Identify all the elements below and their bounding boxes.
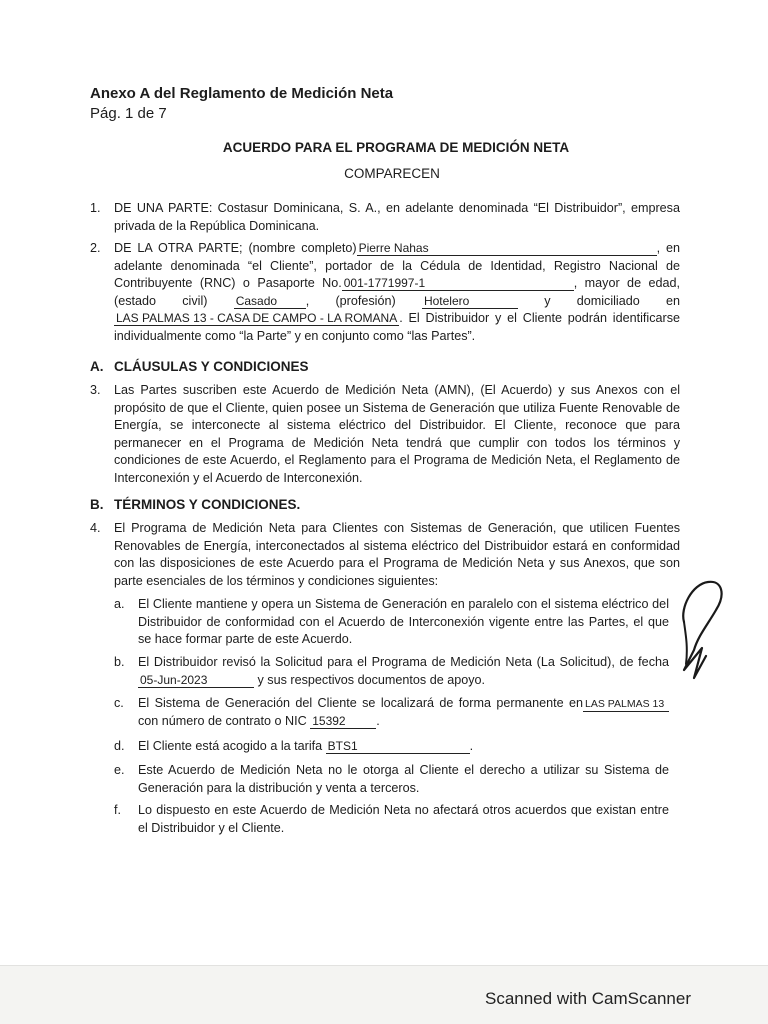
- clause-1: [90, 200, 680, 235]
- agreement-title: ACUERDO PARA EL PROGRAMA DE MEDICIÓN NETA: [222, 140, 570, 155]
- clause-text: DE UNA PARTE: Costasur Dominicana, S. A., en adelante denominada “El Distribuidor”, empresa privada de la República Dominicana.: [114, 201, 680, 233]
- subclause-text-part: El Sistema de Generación del Cliente se localizará de forma permanente en: [138, 696, 583, 710]
- section-b-heading: [90, 496, 300, 514]
- subclause-text: [138, 654, 669, 689]
- section-letter: B.: [90, 497, 104, 512]
- subclause-letter: e.: [114, 763, 125, 777]
- section-title: CLÁUSULAS Y CONDICIONES: [114, 359, 309, 374]
- clause-number: 4.: [90, 521, 101, 535]
- id-number-field: 001-1771997-1: [342, 277, 574, 291]
- handwritten-signature: [672, 578, 742, 688]
- clause-4: [90, 520, 680, 590]
- clause-text: [114, 240, 680, 346]
- subclause-letter: d.: [114, 739, 125, 753]
- clause-text-part: y domiciliado en: [517, 293, 681, 308]
- request-date-field: 05-Jun-2023: [138, 674, 254, 688]
- subclause-d: [114, 738, 669, 756]
- subclause-text: Lo dispuesto en este Acuerdo de Medición Neta no afectará otros acuerdos que existan entre el Distribuidor y el Cliente.: [138, 803, 669, 835]
- tariff-field: BTS1: [326, 740, 470, 754]
- section-a-heading: [90, 358, 309, 376]
- subclause-text-part: El Cliente está acogido a la tarifa: [138, 739, 323, 753]
- subclause-text: Este Acuerdo de Medición Neta no le otorga al Cliente el derecho a utilizar su Sistema de Generación para la distribución y venta a terceros.: [138, 763, 669, 795]
- document-header: [90, 84, 393, 124]
- clause-text: Las Partes suscriben este Acuerdo de Medición Neta (AMN), (El Acuerdo) y sus Anexos con el propósito de que el Cliente, quien posee un Sistema de Generación que utiliza Fuente Renovable de Energía, se interconecte al sistema eléctrico del Distribuidor. El Cliente, reconoce que para permanecer en el Programa de Medición Neta tendrá que cumplir con todos los términos y condiciones de este Acuerdo, el Reglamento para el Programa de Medición Neta, el Reglamento de Interconexión y el Acuerdo de Interconexión.: [114, 383, 680, 485]
- subclause-text-part: .: [469, 739, 474, 753]
- document-title: Anexo A del Reglamento de Medición Neta: [90, 85, 394, 102]
- clause-text-part: . El Distribuidor y el Cliente podrán identificarse individualmente como “la Parte” y en conjunto como “las Partes”.: [114, 311, 680, 343]
- profession-field: Hotelero: [422, 295, 518, 309]
- location-field: LAS PALMAS 13: [583, 698, 669, 712]
- subclause-letter: a.: [114, 597, 125, 611]
- full-name-field: Pierre Nahas: [357, 242, 657, 256]
- camscanner-watermark: Scanned with CamScanner: [484, 989, 691, 1008]
- clause-text-part: DE LA OTRA PARTE; (nombre completo): [114, 241, 357, 255]
- comparecen-heading: COMPARECEN: [344, 166, 440, 181]
- clause-3: [90, 382, 680, 488]
- address-field: LAS PALMAS 13 - CASA DE CAMPO - LA ROMANA: [116, 311, 398, 326]
- clause-text: El Programa de Medición Neta para Clientes con Sistemas de Generación, que utilicen Fuentes Renovables de Energía, interconectados al sistema eléctrico del Distribuidor estará en conformidad con las disposiciones de este Acuerdo para el Programa de Medición Neta y sus Anexos, que son parte esenciales de los términos y condiciones siguientes:: [114, 521, 680, 588]
- subclause-c: [114, 695, 669, 730]
- subclause-letter: b.: [114, 655, 125, 669]
- subclause-text: [138, 695, 669, 730]
- clause-text-part: , (profesión): [305, 293, 396, 308]
- clause-text-part: , mayor de edad, (estado civil): [114, 276, 680, 308]
- clause-2: [90, 240, 680, 346]
- subclause-text-part: El Distribuidor revisó la Solicitud para el Programa de Medición Neta (La Solicitud), de fecha: [138, 655, 669, 669]
- section-letter: A.: [90, 359, 104, 374]
- subclause-text-part: y sus respectivos documentos de apoyo.: [254, 672, 486, 687]
- section-title: TÉRMINOS Y CONDICIONES.: [114, 497, 301, 512]
- subclause-e: [114, 762, 669, 797]
- subclause-text: El Cliente mantiene y opera un Sistema de Generación en paralelo con el sistema eléctrico del Distribuidor de conformidad con el Acuerdo de Interconexión vigente entre las Partes, el que se hace formar parte de este Acuerdo.: [138, 597, 669, 647]
- clause-number: 1.: [90, 201, 101, 215]
- clause-text-part: , en adelante denominada “el Cliente”, portador de la Cédula de Identidad, Registro Nacional de Contribuyente (RNC) o Pasaporte No.: [114, 241, 680, 291]
- subclause-text-part: .: [376, 713, 380, 728]
- clause-number: 2.: [90, 241, 101, 255]
- subclause-letter: f.: [114, 803, 121, 817]
- page-number: Pág. 1 de 7: [90, 105, 167, 122]
- civil-status-field: Casado: [234, 295, 306, 309]
- subclause-b: [114, 654, 669, 689]
- subclause-a: [114, 596, 669, 649]
- subclause-letter: c.: [114, 696, 124, 710]
- nic-field: 15392: [310, 715, 376, 729]
- subclause-f: [114, 802, 669, 837]
- subclause-text-part: con número de contrato o NIC: [138, 713, 307, 728]
- clause-number: 3.: [90, 383, 101, 397]
- subclause-text: [138, 738, 669, 756]
